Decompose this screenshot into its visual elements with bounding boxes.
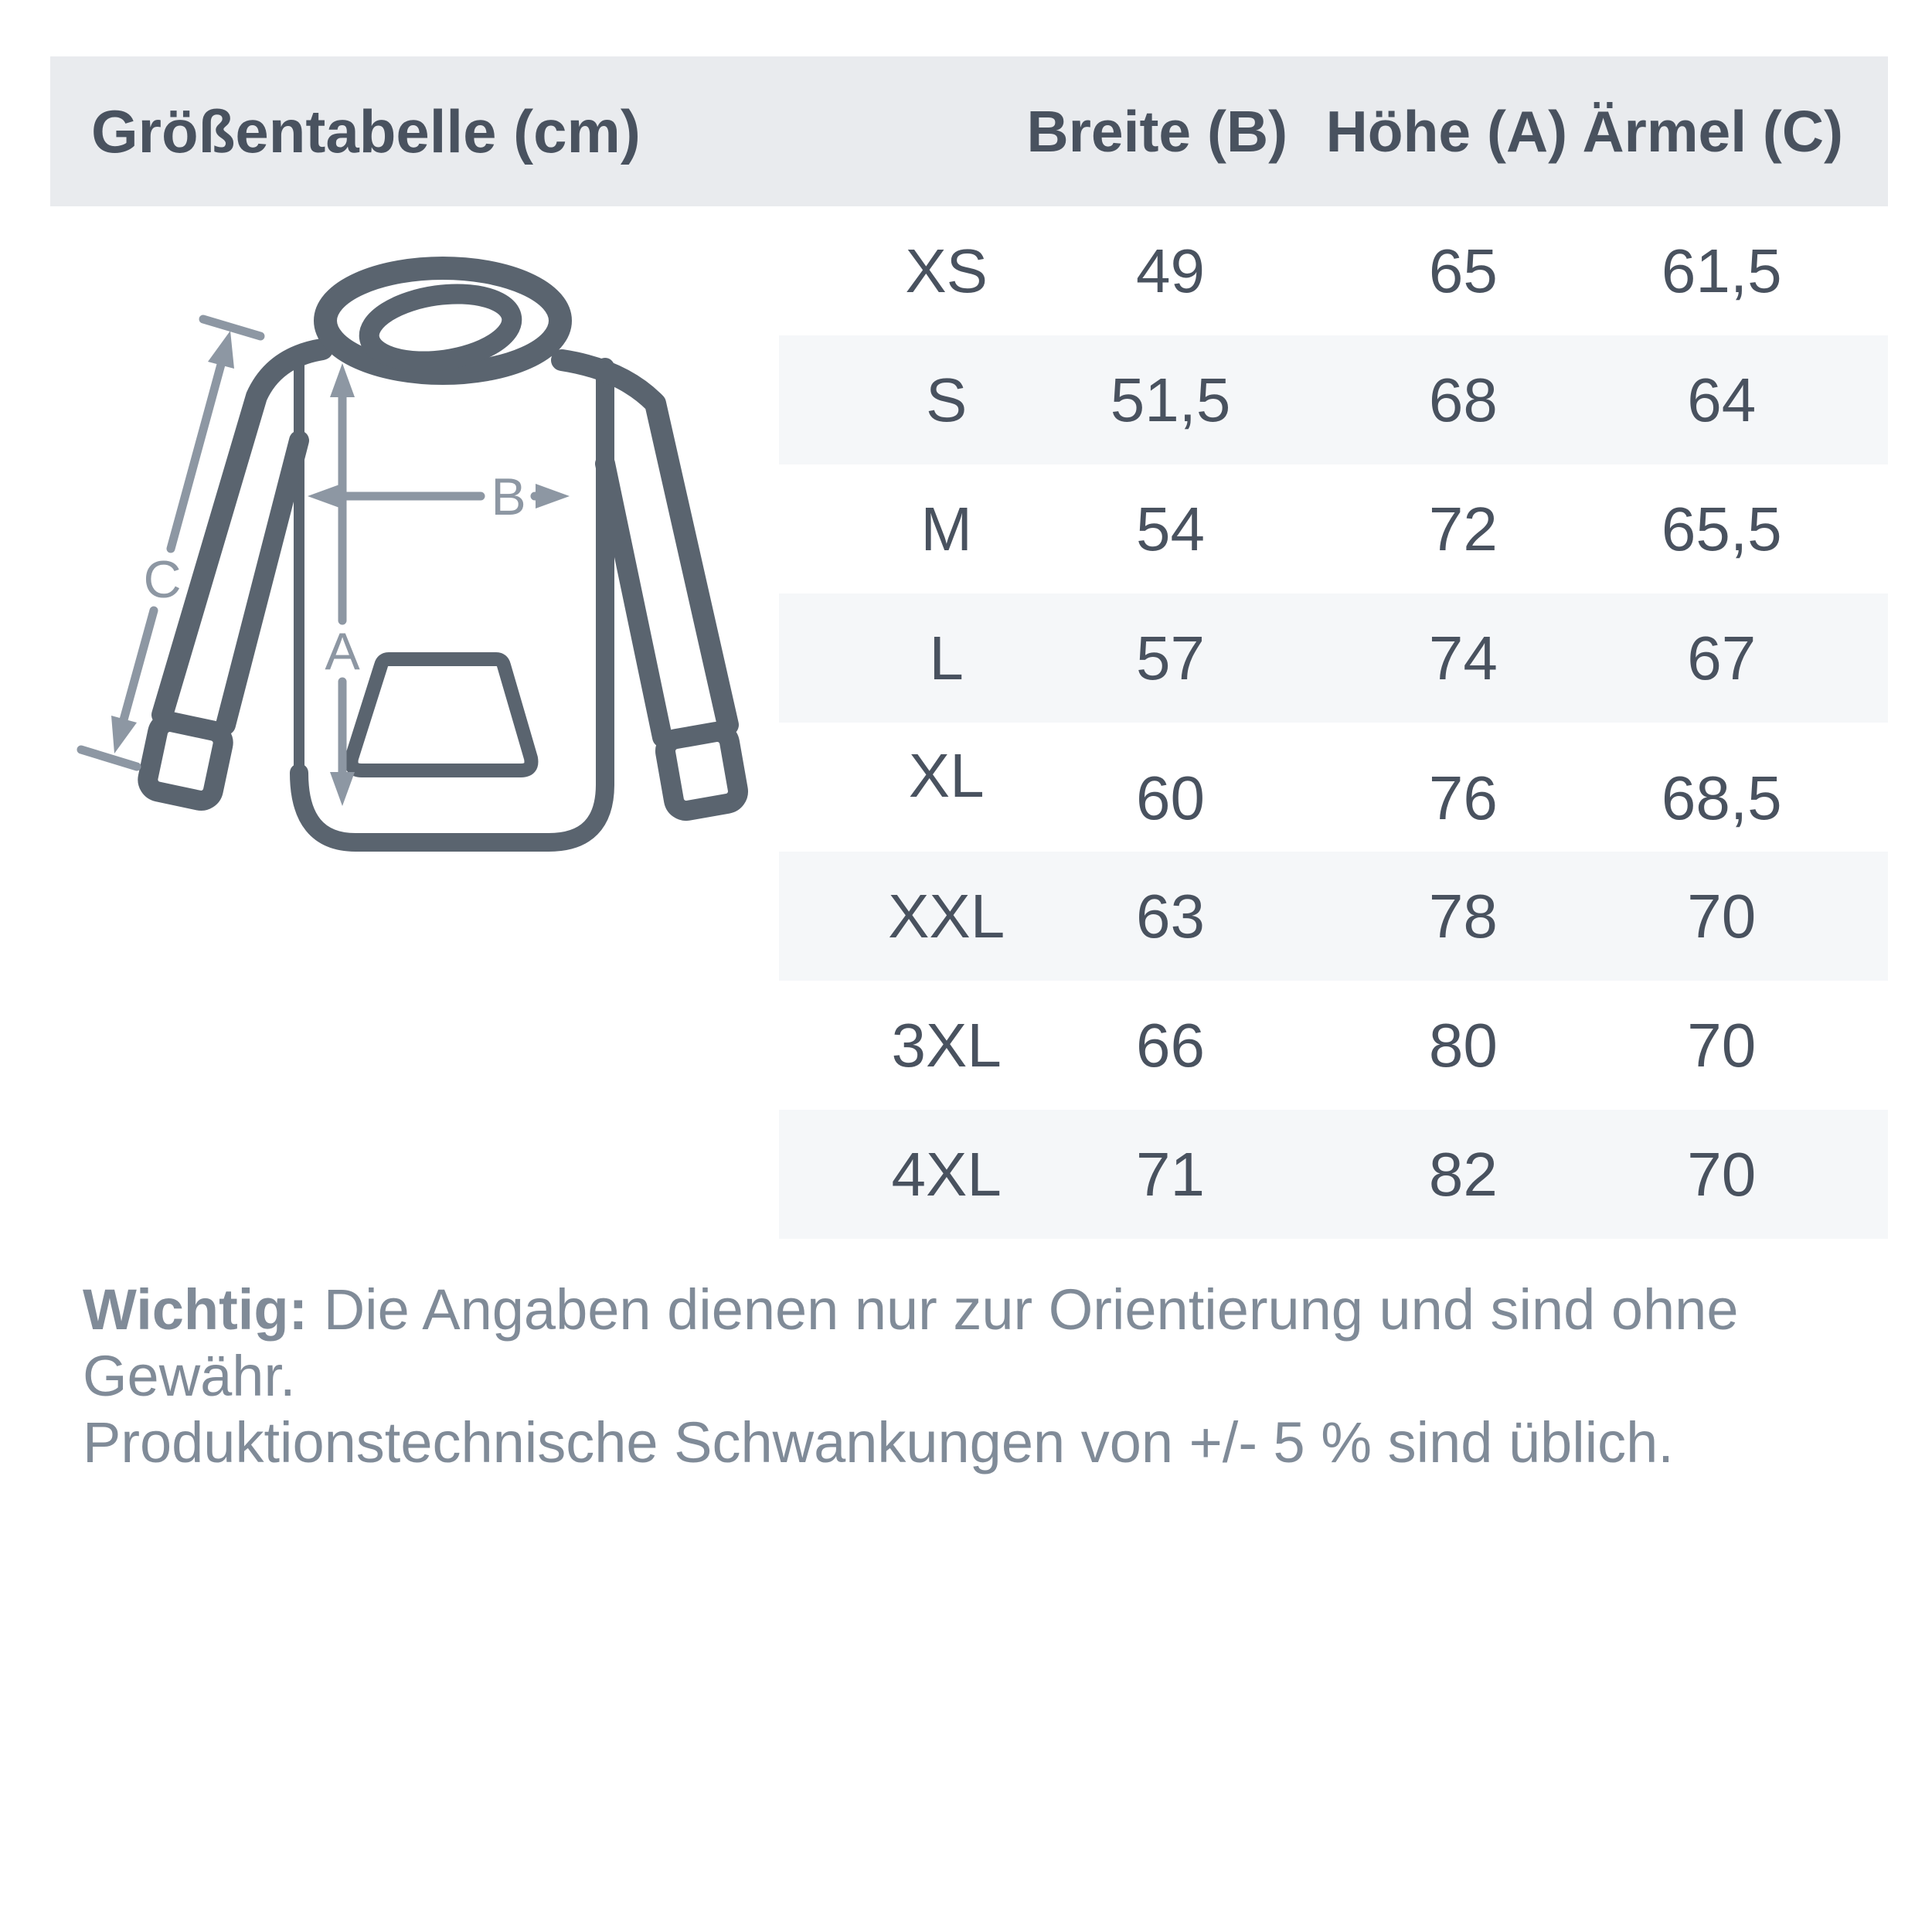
size-label: XL bbox=[908, 740, 985, 810]
table-row-xl bbox=[779, 723, 1888, 852]
footer-important-label: Wichtig: bbox=[83, 1277, 308, 1342]
hoehe-value: 68 bbox=[1428, 365, 1498, 434]
hoodie-left-cuff bbox=[145, 719, 225, 803]
hoehe-value: 80 bbox=[1428, 1010, 1498, 1080]
table-row-s bbox=[779, 335, 1888, 464]
aermel-value: 70 bbox=[1687, 1139, 1757, 1209]
hoehe-value: 74 bbox=[1428, 623, 1498, 692]
sleeve-label-c: C bbox=[143, 550, 182, 609]
table-row-3xl bbox=[779, 981, 1888, 1110]
footer-note bbox=[83, 1277, 1860, 1476]
table-row-l bbox=[779, 594, 1888, 723]
table-row-xs bbox=[779, 206, 1888, 335]
size-label: S bbox=[925, 365, 968, 434]
size-label: 4XL bbox=[891, 1139, 1002, 1209]
breite-value: 66 bbox=[1136, 1010, 1206, 1080]
size-label: M bbox=[920, 494, 972, 563]
size-label: XS bbox=[905, 236, 988, 305]
aermel-value: 70 bbox=[1687, 1010, 1757, 1080]
hoehe-value: 82 bbox=[1428, 1139, 1498, 1209]
hoodie-pocket bbox=[352, 659, 532, 770]
hoodie-diagram bbox=[46, 209, 804, 904]
breite-value: 57 bbox=[1136, 623, 1206, 692]
breite-value: 60 bbox=[1136, 763, 1206, 832]
footer-line-1 bbox=[83, 1277, 1860, 1410]
table-row-m bbox=[779, 464, 1888, 594]
page-title: Größentabelle (cm) bbox=[91, 97, 641, 165]
height-label-a: A bbox=[325, 622, 360, 681]
size-label: XXL bbox=[888, 881, 1005, 951]
size-table bbox=[779, 206, 1888, 1239]
footer-line-1-text: Die Angaben dienen nur zur Orientierung und sind ohne Gewähr. bbox=[83, 1277, 1739, 1408]
hoehe-value: 72 bbox=[1428, 494, 1498, 563]
size-label: 3XL bbox=[891, 1010, 1002, 1080]
breite-value: 63 bbox=[1136, 881, 1206, 951]
column-header-breite: Breite (B) bbox=[1026, 99, 1288, 164]
breite-value: 51,5 bbox=[1110, 365, 1231, 434]
aermel-value: 68,5 bbox=[1661, 763, 1782, 832]
breite-value: 71 bbox=[1136, 1139, 1206, 1209]
hoodie-right-cuff bbox=[663, 730, 740, 812]
table-column-headers bbox=[779, 56, 1888, 206]
hoehe-value: 65 bbox=[1428, 236, 1498, 305]
width-arrow-b bbox=[308, 468, 570, 526]
size-label: L bbox=[929, 623, 964, 692]
table-row-xxl bbox=[779, 852, 1888, 981]
hoehe-value: 76 bbox=[1428, 763, 1498, 832]
breite-value: 54 bbox=[1136, 494, 1206, 563]
aermel-value: 61,5 bbox=[1661, 236, 1782, 305]
width-label-b: B bbox=[491, 468, 526, 526]
breite-value: 49 bbox=[1136, 236, 1206, 305]
column-header-aermel: Ärmel (C) bbox=[1582, 99, 1844, 164]
aermel-value: 65,5 bbox=[1661, 494, 1782, 563]
hoehe-value: 78 bbox=[1428, 881, 1498, 951]
table-row-4xl bbox=[779, 1110, 1888, 1239]
column-header-hoehe: Höhe (A) bbox=[1325, 99, 1568, 164]
aermel-value: 67 bbox=[1687, 623, 1757, 692]
aermel-value: 64 bbox=[1687, 365, 1757, 434]
aermel-value: 70 bbox=[1687, 881, 1757, 951]
footer-line-2: Produktionstechnische Schwankungen von +/- 5 % sind üblich. bbox=[83, 1410, 1674, 1475]
